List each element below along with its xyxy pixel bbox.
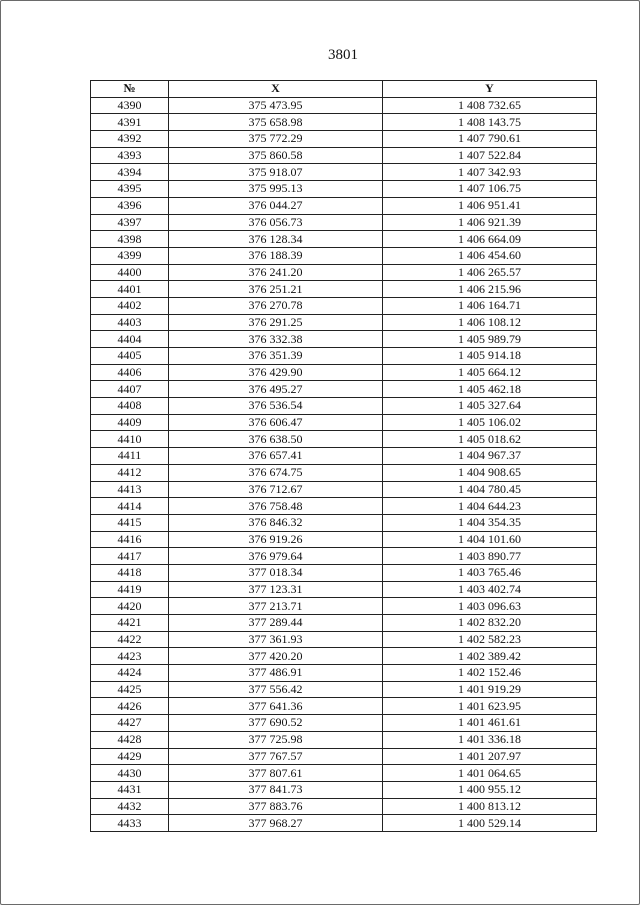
point-number-cell: 4430 [91, 765, 169, 782]
point-number-cell: 4432 [91, 798, 169, 815]
table-row [91, 731, 597, 748]
y-coordinate-cell: 1 406 265.57 [383, 264, 597, 281]
x-coordinate-cell: 376 758.48 [169, 498, 383, 515]
x-coordinate-cell: 376 606.47 [169, 414, 383, 431]
x-coordinate-cell: 377 841.73 [169, 781, 383, 798]
table-row [91, 364, 597, 381]
x-coordinate-cell: 377 289.44 [169, 615, 383, 632]
point-number-cell: 4418 [91, 564, 169, 581]
y-coordinate-cell: 1 406 664.09 [383, 231, 597, 248]
y-coordinate-cell: 1 401 207.97 [383, 748, 597, 765]
point-number-cell: 4395 [91, 181, 169, 198]
column-header-number: № [91, 81, 169, 98]
table-row [91, 581, 597, 598]
x-coordinate-cell: 377 641.36 [169, 698, 383, 715]
y-coordinate-cell: 1 406 454.60 [383, 247, 597, 264]
point-number-cell: 4433 [91, 815, 169, 832]
x-coordinate-cell: 376 846.32 [169, 514, 383, 531]
y-coordinate-cell: 1 400 529.14 [383, 815, 597, 832]
x-coordinate-cell: 375 918.07 [169, 164, 383, 181]
x-coordinate-cell: 377 767.57 [169, 748, 383, 765]
x-coordinate-cell: 376 056.73 [169, 214, 383, 231]
table-row [91, 615, 597, 632]
y-coordinate-cell: 1 408 732.65 [383, 97, 597, 114]
y-coordinate-cell: 1 405 664.12 [383, 364, 597, 381]
x-coordinate-cell: 376 712.67 [169, 481, 383, 498]
coordinates-table [90, 80, 597, 832]
point-number-cell: 4390 [91, 97, 169, 114]
table-row [91, 514, 597, 531]
point-number-cell: 4406 [91, 364, 169, 381]
table-row [91, 231, 597, 248]
point-number-cell: 4417 [91, 548, 169, 565]
table-row [91, 331, 597, 348]
y-coordinate-cell: 1 400 955.12 [383, 781, 597, 798]
x-coordinate-cell: 377 556.42 [169, 681, 383, 698]
point-number-cell: 4415 [91, 514, 169, 531]
point-number-cell: 4413 [91, 481, 169, 498]
point-number-cell: 4420 [91, 598, 169, 615]
point-number-cell: 4399 [91, 247, 169, 264]
y-coordinate-cell: 1 404 967.37 [383, 448, 597, 465]
y-coordinate-cell: 1 403 096.63 [383, 598, 597, 615]
table-row [91, 264, 597, 281]
table-row [91, 498, 597, 515]
x-coordinate-cell: 376 429.90 [169, 364, 383, 381]
x-coordinate-cell: 377 883.76 [169, 798, 383, 815]
point-number-cell: 4416 [91, 531, 169, 548]
y-coordinate-cell: 1 401 064.65 [383, 765, 597, 782]
table-row [91, 147, 597, 164]
y-coordinate-cell: 1 407 522.84 [383, 147, 597, 164]
point-number-cell: 4410 [91, 431, 169, 448]
point-number-cell: 4425 [91, 681, 169, 698]
point-number-cell: 4396 [91, 197, 169, 214]
y-coordinate-cell: 1 402 389.42 [383, 648, 597, 665]
table-row [91, 464, 597, 481]
point-number-cell: 4426 [91, 698, 169, 715]
x-coordinate-cell: 377 018.34 [169, 564, 383, 581]
x-coordinate-cell: 377 725.98 [169, 731, 383, 748]
point-number-cell: 4405 [91, 348, 169, 365]
x-coordinate-cell: 375 772.29 [169, 131, 383, 148]
point-number-cell: 4429 [91, 748, 169, 765]
x-coordinate-cell: 377 213.71 [169, 598, 383, 615]
x-coordinate-cell: 376 674.75 [169, 464, 383, 481]
y-coordinate-cell: 1 407 106.75 [383, 181, 597, 198]
table-row [91, 348, 597, 365]
x-coordinate-cell: 375 473.95 [169, 97, 383, 114]
table-row [91, 815, 597, 832]
table-row [91, 197, 597, 214]
table-row [91, 765, 597, 782]
point-number-cell: 4404 [91, 331, 169, 348]
x-coordinate-cell: 377 690.52 [169, 715, 383, 732]
table-header [91, 81, 597, 98]
point-number-cell: 4392 [91, 131, 169, 148]
y-coordinate-cell: 1 404 101.60 [383, 531, 597, 548]
y-coordinate-cell: 1 402 152.46 [383, 665, 597, 682]
x-coordinate-cell: 376 128.34 [169, 231, 383, 248]
x-coordinate-cell: 376 251.21 [169, 281, 383, 298]
y-coordinate-cell: 1 404 780.45 [383, 481, 597, 498]
y-coordinate-cell: 1 405 914.18 [383, 348, 597, 365]
table-row [91, 181, 597, 198]
x-coordinate-cell: 376 270.78 [169, 297, 383, 314]
point-number-cell: 4428 [91, 731, 169, 748]
y-coordinate-cell: 1 404 908.65 [383, 464, 597, 481]
y-coordinate-cell: 1 405 327.64 [383, 398, 597, 415]
table-row [91, 214, 597, 231]
point-number-cell: 4423 [91, 648, 169, 665]
table-row [91, 781, 597, 798]
point-number-cell: 4402 [91, 297, 169, 314]
x-coordinate-cell: 376 291.25 [169, 314, 383, 331]
y-coordinate-cell: 1 402 582.23 [383, 631, 597, 648]
table-row [91, 798, 597, 815]
x-coordinate-cell: 377 123.31 [169, 581, 383, 598]
y-coordinate-cell: 1 401 623.95 [383, 698, 597, 715]
x-coordinate-cell: 376 638.50 [169, 431, 383, 448]
y-coordinate-cell: 1 404 354.35 [383, 514, 597, 531]
x-coordinate-cell: 375 995.13 [169, 181, 383, 198]
table-row [91, 131, 597, 148]
table-row [91, 715, 597, 732]
table-row [91, 97, 597, 114]
y-coordinate-cell: 1 405 018.62 [383, 431, 597, 448]
point-number-cell: 4411 [91, 448, 169, 465]
point-number-cell: 4421 [91, 615, 169, 632]
point-number-cell: 4397 [91, 214, 169, 231]
x-coordinate-cell: 376 919.26 [169, 531, 383, 548]
table-row [91, 297, 597, 314]
table-row [91, 531, 597, 548]
point-number-cell: 4398 [91, 231, 169, 248]
y-coordinate-cell: 1 407 342.93 [383, 164, 597, 181]
x-coordinate-cell: 376 241.20 [169, 264, 383, 281]
x-coordinate-cell: 376 188.39 [169, 247, 383, 264]
point-number-cell: 4412 [91, 464, 169, 481]
table-body [91, 97, 597, 831]
table-row [91, 164, 597, 181]
y-coordinate-cell: 1 406 108.12 [383, 314, 597, 331]
y-coordinate-cell: 1 407 790.61 [383, 131, 597, 148]
table-row [91, 314, 597, 331]
table-row [91, 281, 597, 298]
page-number: 3801 [328, 47, 358, 63]
point-number-cell: 4414 [91, 498, 169, 515]
y-coordinate-cell: 1 403 402.74 [383, 581, 597, 598]
table-row [91, 114, 597, 131]
table-row [91, 381, 597, 398]
y-coordinate-cell: 1 405 989.79 [383, 331, 597, 348]
x-coordinate-cell: 376 351.39 [169, 348, 383, 365]
table-row [91, 631, 597, 648]
point-number-cell: 4427 [91, 715, 169, 732]
y-coordinate-cell: 1 400 813.12 [383, 798, 597, 815]
x-coordinate-cell: 377 968.27 [169, 815, 383, 832]
point-number-cell: 4400 [91, 264, 169, 281]
x-coordinate-cell: 375 860.58 [169, 147, 383, 164]
y-coordinate-cell: 1 406 921.39 [383, 214, 597, 231]
y-coordinate-cell: 1 401 461.61 [383, 715, 597, 732]
header-row [91, 81, 597, 98]
point-number-cell: 4408 [91, 398, 169, 415]
point-number-cell: 4403 [91, 314, 169, 331]
table-row [91, 564, 597, 581]
table-row [91, 431, 597, 448]
point-number-cell: 4401 [91, 281, 169, 298]
y-coordinate-cell: 1 408 143.75 [383, 114, 597, 131]
y-coordinate-cell: 1 405 462.18 [383, 381, 597, 398]
y-coordinate-cell: 1 406 951.41 [383, 197, 597, 214]
x-coordinate-cell: 376 495.27 [169, 381, 383, 398]
y-coordinate-cell: 1 401 336.18 [383, 731, 597, 748]
point-number-cell: 4431 [91, 781, 169, 798]
table-row [91, 481, 597, 498]
x-coordinate-cell: 376 332.38 [169, 331, 383, 348]
column-header-x: X [169, 81, 383, 98]
y-coordinate-cell: 1 406 164.71 [383, 297, 597, 314]
point-number-cell: 4391 [91, 114, 169, 131]
table-row [91, 698, 597, 715]
table-row [91, 665, 597, 682]
y-coordinate-cell: 1 404 644.23 [383, 498, 597, 515]
table-row [91, 598, 597, 615]
x-coordinate-cell: 376 979.64 [169, 548, 383, 565]
table-row [91, 247, 597, 264]
point-number-cell: 4393 [91, 147, 169, 164]
y-coordinate-cell: 1 402 832.20 [383, 615, 597, 632]
column-header-y: Y [383, 81, 597, 98]
y-coordinate-cell: 1 406 215.96 [383, 281, 597, 298]
point-number-cell: 4407 [91, 381, 169, 398]
x-coordinate-cell: 376 044.27 [169, 197, 383, 214]
point-number-cell: 4422 [91, 631, 169, 648]
point-number-cell: 4409 [91, 414, 169, 431]
table-row [91, 748, 597, 765]
x-coordinate-cell: 377 420.20 [169, 648, 383, 665]
point-number-cell: 4394 [91, 164, 169, 181]
y-coordinate-cell: 1 405 106.02 [383, 414, 597, 431]
table-row [91, 681, 597, 698]
x-coordinate-cell: 376 536.54 [169, 398, 383, 415]
table-row [91, 414, 597, 431]
x-coordinate-cell: 375 658.98 [169, 114, 383, 131]
point-number-cell: 4419 [91, 581, 169, 598]
table-row [91, 548, 597, 565]
table-row [91, 448, 597, 465]
point-number-cell: 4424 [91, 665, 169, 682]
y-coordinate-cell: 1 403 890.77 [383, 548, 597, 565]
table-row [91, 648, 597, 665]
x-coordinate-cell: 377 361.93 [169, 631, 383, 648]
x-coordinate-cell: 376 657.41 [169, 448, 383, 465]
table-row [91, 398, 597, 415]
y-coordinate-cell: 1 401 919.29 [383, 681, 597, 698]
x-coordinate-cell: 377 807.61 [169, 765, 383, 782]
y-coordinate-cell: 1 403 765.46 [383, 564, 597, 581]
x-coordinate-cell: 377 486.91 [169, 665, 383, 682]
